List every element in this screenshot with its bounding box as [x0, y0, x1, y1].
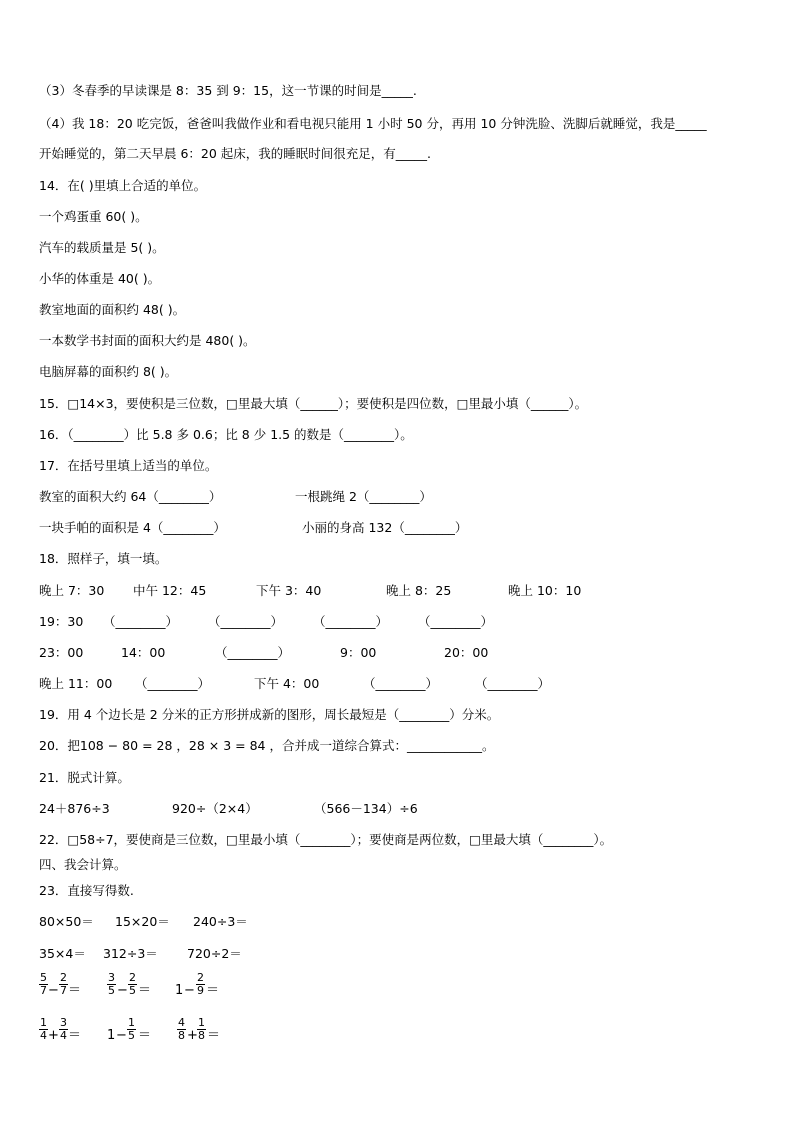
- q21-expr-2: 920÷（2×4）: [172, 801, 258, 816]
- denominator: 5: [108, 984, 115, 997]
- q22: 22．□58÷7，要使商是三位数，□里最小填（________）；要使商是两位数，□里最大填（________）。: [39, 832, 613, 847]
- numerator: 5: [40, 971, 47, 984]
- q18-r1c5: 晚上 10：10: [508, 583, 582, 598]
- denominator: 5: [129, 984, 136, 997]
- q23-title: 23．直接写得数.: [39, 883, 134, 898]
- fraction-3-4: [59, 1017, 68, 1042]
- equals-sign: ＝: [207, 1028, 221, 1043]
- whole-one: 1: [175, 983, 184, 998]
- equals-sign: ＝: [68, 983, 82, 998]
- q18-r1c3: 下午 3：40: [256, 583, 322, 598]
- q15: 15．□14×3，要使积是三位数，□里最大填（______）；要使积是四位数，□里最小填（______）。: [39, 396, 588, 411]
- q19: 19．用 4 个边长是 2 分米的正方形拼成新的图形，周长最短是（________）分米。: [39, 707, 500, 722]
- denominator: 8: [198, 1029, 205, 1042]
- q13-4-line1: （4）我 18：20 吃完饭，爸爸叫我做作业和看电视只能用 1 小时 50 分，再用 10 分钟洗脸、洗脚后就睡觉，我是_____: [39, 116, 707, 131]
- q23-calc-5: 312÷3＝: [103, 946, 158, 961]
- q14-item-truck: 汽车的载质量是 5( )。: [39, 240, 165, 255]
- fraction-2-7: [59, 972, 68, 997]
- denominator: 5: [128, 1029, 135, 1042]
- minus-sign: −: [184, 983, 195, 998]
- q13-4-line2: 开始睡觉的，第二天早晨 6：20 起床，我的睡眠时间很充足，有_____.: [39, 146, 432, 161]
- q23-calc-1: 80×50＝: [39, 914, 94, 929]
- whole-one: 1: [107, 1028, 116, 1043]
- q23-calc-4: 35×4＝: [39, 946, 86, 961]
- q18-r3c3: （________）: [215, 645, 291, 660]
- q14-item-classroom: 教室地面的面积约 48( )。: [39, 302, 186, 317]
- q18-r4c5: （________）: [475, 676, 551, 691]
- q18-r1c4: 晚上 8：25: [386, 583, 452, 598]
- denominator: 7: [40, 984, 47, 997]
- minus-sign: −: [116, 1028, 127, 1043]
- q13-3: （3）冬春季的早读课是 8：35 到 9：15，这一节课的时间是_____.: [39, 83, 417, 98]
- q20: 20．把108 − 80 = 28 ，28 × 3 = 84 ，合并成一道综合算式：____________。: [39, 738, 495, 753]
- q17-item-4: 小丽的身高 132（________）: [302, 520, 468, 535]
- equals-sign: ＝: [138, 1028, 152, 1043]
- q14-item-weight: 小华的体重是 40( )。: [39, 271, 161, 286]
- section-4-title: 四、我会计算。: [39, 857, 127, 872]
- fraction-1-8: [197, 1017, 206, 1042]
- q18-r3c1: 23：00: [39, 645, 84, 660]
- q21-title: 21．脱式计算。: [39, 770, 130, 785]
- denominator: 4: [40, 1029, 47, 1042]
- q23-calc-2: 15×20＝: [115, 914, 170, 929]
- q14-title: 14．在( )里填上合适的单位。: [39, 178, 207, 193]
- minus-sign: −: [117, 983, 128, 998]
- numerator: 1: [198, 1016, 205, 1029]
- denominator: 8: [178, 1029, 185, 1042]
- q18-r2c1: 19：30: [39, 614, 84, 629]
- fraction-5-7: [39, 972, 48, 997]
- q14-item-screen: 电脑屏幕的面积约 8( )。: [39, 364, 178, 379]
- q18-r1c2: 中午 12：45: [133, 583, 207, 598]
- q18-r2c4: （________）: [313, 614, 389, 629]
- denominator: 4: [60, 1029, 67, 1042]
- numerator: 4: [178, 1016, 185, 1029]
- q21-expr-1: 24＋876÷3: [39, 801, 110, 816]
- q17-item-2: 一根跳绳 2（________）: [295, 489, 432, 504]
- q18-title: 18．照样子，填一填。: [39, 551, 168, 566]
- q18-r4c2: （________）: [135, 676, 211, 691]
- q18-r3c4: 9：00: [340, 645, 377, 660]
- q17-item-3: 一块手帕的面积是 4（________）: [39, 520, 226, 535]
- minus-sign: −: [48, 983, 59, 998]
- q18-r3c5: 20：00: [444, 645, 489, 660]
- denominator: 7: [60, 984, 67, 997]
- q14-item-egg: 一个鸡蛋重 60( )。: [39, 209, 148, 224]
- fraction-1-4: [39, 1017, 48, 1042]
- q18-r2c2: （________）: [103, 614, 179, 629]
- numerator: 2: [197, 971, 204, 984]
- equals-sign: ＝: [206, 983, 220, 998]
- numerator: 3: [60, 1016, 67, 1029]
- q18-r2c3: （________）: [208, 614, 284, 629]
- q18-r1c1: 晚上 7：30: [39, 583, 105, 598]
- plus-sign: +: [48, 1028, 59, 1043]
- numerator: 1: [128, 1016, 135, 1029]
- equals-sign: ＝: [68, 1028, 82, 1043]
- q23-calc-3: 240÷3＝: [193, 914, 248, 929]
- fraction-2-5: [128, 972, 137, 997]
- plus-sign: +: [187, 1028, 198, 1043]
- fraction-2-9: [196, 972, 205, 997]
- q23-calc-6: 720÷2＝: [187, 946, 242, 961]
- q18-r4c4: （________）: [363, 676, 439, 691]
- q18-r4c1: 晚上 11：00: [39, 676, 113, 691]
- numerator: 2: [60, 971, 67, 984]
- numerator: 1: [40, 1016, 47, 1029]
- denominator: 9: [197, 984, 204, 997]
- q16: 16．（________）比 5.8 多 0.6；比 8 少 1.5 的数是（________）。: [39, 427, 413, 442]
- fraction-3-5: [107, 972, 116, 997]
- q21-expr-3: （566－134）÷6: [314, 801, 418, 816]
- fraction-4-8: [177, 1017, 186, 1042]
- fraction-1-5: [127, 1017, 136, 1042]
- numerator: 3: [108, 971, 115, 984]
- q18-r2c5: （________）: [418, 614, 494, 629]
- q17-item-1: 教室的面积大约 64（________）: [39, 489, 222, 504]
- equals-sign: ＝: [138, 983, 152, 998]
- q14-item-book: 一本数学书封面的面积大约是 480( )。: [39, 333, 256, 348]
- q18-r4c3: 下午 4：00: [254, 676, 320, 691]
- q18-r3c2: 14：00: [121, 645, 166, 660]
- numerator: 2: [129, 971, 136, 984]
- q17-title: 17．在括号里填上适当的单位。: [39, 458, 218, 473]
